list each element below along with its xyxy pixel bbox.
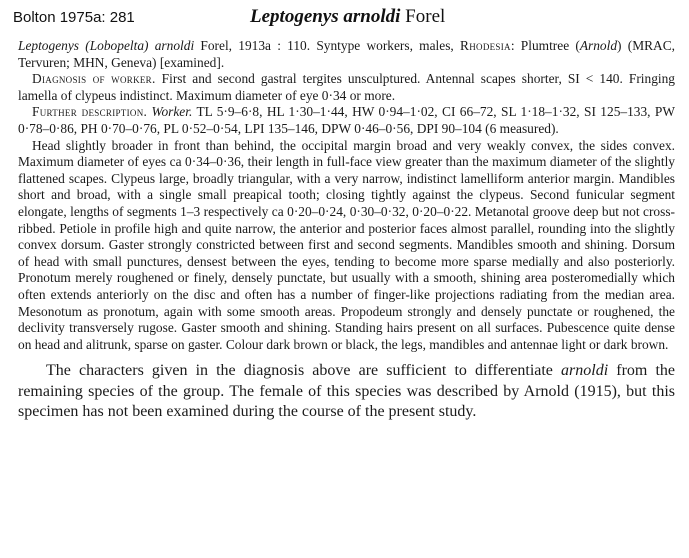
citation-collector: Arnold	[579, 38, 618, 53]
page-header	[10, 6, 679, 32]
citation-text-3: ) (MRAC, Tervuren; MHN, Geneva) [examined].	[18, 38, 675, 70]
caste-label: Worker.	[151, 104, 193, 120]
citation-subgenus: (Lobopelta)	[85, 38, 149, 53]
citation-text-1: Forel, 1913a : 110. Syntype workers, males,	[194, 38, 460, 53]
further-description-paragraph	[10, 104, 679, 137]
species-title	[250, 6, 445, 28]
further-description-heading: Further description.	[32, 104, 148, 120]
citation-text-2: : Plumtree (	[510, 38, 580, 53]
citation-genus: Leptogenys	[18, 38, 79, 53]
citation-paragraph	[10, 38, 679, 71]
species-name: Leptogenys arnoldi	[250, 6, 401, 27]
diagnosis-text: First and second gastral tergites unsculptured. Antennal scapes shorter, SI < 140. Fringing lamella of clypeus indistinct. Maximum diameter of eye 0·34 or more.	[18, 71, 675, 103]
citation-locality: Rhodesia	[460, 38, 511, 53]
summary-text-1: The characters given in the diagnosis above are sufficient to differentiate	[46, 362, 562, 380]
diagnosis-paragraph	[10, 71, 679, 104]
summary-text-2: from the remaining species of the group. The female of this species was described by Arnold (1915), but this specimen has not been examined during the course of the present study.	[18, 362, 675, 421]
species-author: Forel	[405, 6, 446, 27]
description-paragraph: Head slightly broader in front than behind, the occipital margin broad and very weakly convex, the sides convex. Maximum diameter of eyes ca 0·34–0·36, their length in full-face view greater than the maximum diameter of the slightly flattened scapes. Clypeus large, broadly triangular, with a very narrow, indistinct lamelliform anterior margin. Mandibles short and broad, with a single small preapical tooth; closing tightly against the clypeus. Second funicular segment elongate, lengths of segments 1–3 respectively ca 0·20–0·24, 0·30–0·32, 0·20–0·22. Metanotal groove deep but not cross-ribbed. Petiole in profile high and quite narrow, the anterior and posterior faces almost parallel, rounding into the slightly convex dorsum. Gaster strongly constricted between first and second segments. Mandibles smooth and shining. Dorsum of head with small punctures, densest between the eyes, tending to become more sparse medially and also posteriorly. Pronotum merely roughened or finely, densely punctate, but usually with a smooth, shining area posteromedially which often extends anteriorly on the disc and often has a number of finger-like projections radiating from the median area. Mesonotum as pronotum, again with some smooth areas. Propodeum strongly and densely punctate or roughened, the declivity transversely rugose. Gaster smooth and shining. Standing hairs present on all surfaces. Pubescence quite dense on head and alitrunk, sparse on gaster. Colour dark brown or black, the legs, mandibles and antennae light or dark brown.	[18, 137, 675, 352]
citation-name: arnoldi	[154, 38, 195, 53]
measurements-text: TL 5·9–6·8, HL 1·30–1·44, HW 0·94–1·02, CI 66–72, SL 1·18–1·32, SI 125–133, PW 0·78–0·86, PH 0·70–0·76, PL 0·52–0·54, LPI 135–146, DPW 0·46–0·56, DPI 90–104 (6 measured).	[18, 104, 675, 136]
summary-species: arnoldi	[561, 362, 609, 380]
summary-paragraph	[10, 361, 679, 423]
reference-label: Bolton 1975a: 281	[13, 9, 135, 26]
diagnosis-heading: Diagnosis of worker.	[32, 71, 156, 87]
